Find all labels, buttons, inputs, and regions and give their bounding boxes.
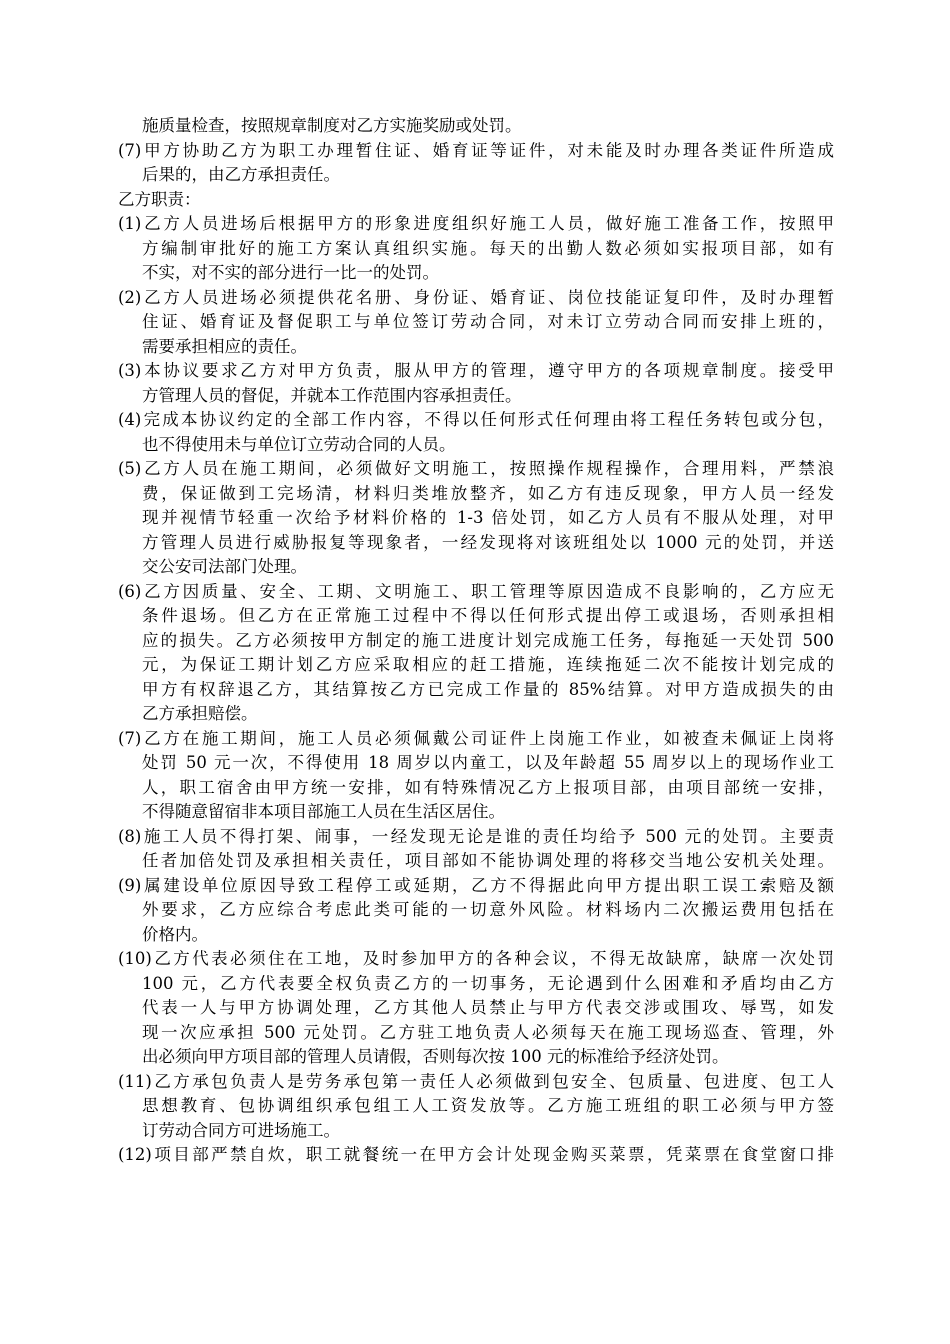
text-line: 费，保证做到工完场清，材料归类堆放整齐，如乙方有违反现象，甲方人员一经发 <box>142 483 834 503</box>
text-line: 方编制审批好的施工方案认真组织实施。每天的出勤人数必须如实报项目部，如有 <box>142 238 834 258</box>
text-line: 应的损失。乙方必须按甲方制定的施工进度计划完成施工任务，每拖延一天处罚 500 <box>142 630 834 650</box>
text-line: (7)甲方协助乙方为职工办理暂住证、婚育证等证件，对未能及时办理各类证件所造成 <box>118 140 834 160</box>
text-line: 价格内。 <box>142 924 208 944</box>
text-line: 乙方职责： <box>118 189 201 209</box>
text-line: 条件退场。但乙方在正常施工过程中不得以任何形式提出停工或退场，否则承担相 <box>142 606 834 625</box>
text-line: 100 元，乙方代表要全权负责乙方的一切事务，无论遇到什么困难和矛盾均由乙方 <box>142 973 834 993</box>
text-line: (5)乙方人员在施工期间，必须做好文明施工，按照操作规程操作，合理用料，严禁浪 <box>118 459 834 478</box>
text-line: 不得随意留宿非本项目部施工人员在生活区居住。 <box>142 802 505 821</box>
text-line: (11)乙方承包负责人是劳务承包第一责任人必须做到包安全、包质量、包进度、包工人 <box>118 1071 834 1091</box>
text-line: 不实，对不实的部分进行一比一的处罚。 <box>142 263 439 282</box>
text-line: 任者加倍处罚及承担相关责任，项目部如不能协调处理的将移交当地公安机关处理。 <box>142 851 834 870</box>
text-line: (6)乙方因质量、安全、工期、文明施工、职工管理等原因造成不良影响的，乙方应无 <box>118 581 834 601</box>
text-line: 甲方有权辞退乙方，其结算按乙方已完成工作量的 85%结算。对甲方造成损失的由 <box>142 679 834 699</box>
text-line: 处罚 50 元一次，不得使用 18 周岁以内童工，以及年龄超 55 周岁以上的现场作业工 <box>142 753 834 772</box>
text-line: 出必须向甲方项目部的管理人员请假，否则每次按 100 元的标准给予经济处罚。 <box>142 1047 729 1066</box>
text-line: (10)乙方代表必须住在工地，及时参加甲方的各种会议，不得无故缺席，缺席一次处罚 <box>118 949 834 968</box>
text-line: 后果的，由乙方承担责任。 <box>142 165 340 184</box>
text-line: 方管理人员进行威胁报复等现象者，一经发现将对该班组处以 1000 元的处罚，并送 <box>142 532 834 552</box>
text-line: (8)施工人员不得打架、闹事，一经发现无论是谁的责任均给予 500 元的处罚。主要责 <box>118 826 834 846</box>
text-line: 现一次应承担 500 元处罚。乙方驻工地负责人必须每天在施工现场巡查、管理，外 <box>142 1022 834 1042</box>
text-line: 住证、婚育证及督促职工与单位签订劳动合同，对未订立劳动合同而安排上班的， <box>142 312 834 331</box>
text-line: 订劳动合同方可进场施工。 <box>142 1120 340 1140</box>
text-line: 交公安司法部门处理。 <box>142 557 307 576</box>
text-line: (7)乙方在施工期间，施工人员必须佩戴公司证件上岗施工作业，如被查未佩证上岗将 <box>118 728 834 748</box>
text-line: 乙方承担赔偿。 <box>142 704 258 723</box>
text-line: 元，为保证工期计划乙方应采取相应的赶工措施，连续拖延二次不能按计划完成的 <box>142 655 834 674</box>
text-line: 施质量检查，按照规章制度对乙方实施奖励或处罚。 <box>142 116 522 135</box>
text-line: 代表一人与甲方协调处理，乙方其他人员禁止与甲方代表交涉或围攻、辱骂，如发 <box>142 998 834 1017</box>
document-body <box>118 114 834 1168</box>
text-line: (3)本协议要求乙方对甲方负责，服从甲方的管理，遵守甲方的各项规章制度。接受甲 <box>118 361 834 380</box>
text-line: 思想教育、包协调组织承包组工人工资发放等。乙方施工班组的职工必须与甲方签 <box>142 1096 834 1115</box>
text-line: 现并视情节轻重一次给予材料价格的 1-3 倍处罚，如乙方人员有不服从处理，对甲 <box>142 508 834 527</box>
text-line: (9)属建设单位原因导致工程停工或延期，乙方不得据此向甲方提出职工误工索赔及额 <box>118 875 834 895</box>
text-line: (4)完成本协议约定的全部工作内容，不得以任何形式任何理由将工程任务转包或分包， <box>118 410 834 429</box>
text-line: 也不得使用未与单位订立劳动合同的人员。 <box>142 434 456 454</box>
text-line: 人，职工宿舍由甲方统一安排，如有特殊情况乙方上报项目部，由项目部统一安排， <box>142 777 834 797</box>
text-line: (2)乙方人员进场必须提供花名册、身份证、婚育证、岗位技能证复印件，及时办理暂 <box>118 287 834 307</box>
text-line: 外要求，乙方应综合考虑此类可能的一切意外风险。材料场内二次搬运费用包括在 <box>142 900 834 919</box>
text-line: 需要承担相应的责任。 <box>142 336 307 356</box>
text-line: (1)乙方人员进场后根据甲方的形象进度组织好施工人员，做好施工准备工作，按照甲 <box>118 214 834 233</box>
text-line: (12)项目部严禁自炊，职工就餐统一在甲方会计处现金购买菜票，凭菜票在食堂窗口排 <box>118 1145 834 1164</box>
text-line: 方管理人员的督促，并就本工作范围内容承担责任。 <box>142 385 522 405</box>
